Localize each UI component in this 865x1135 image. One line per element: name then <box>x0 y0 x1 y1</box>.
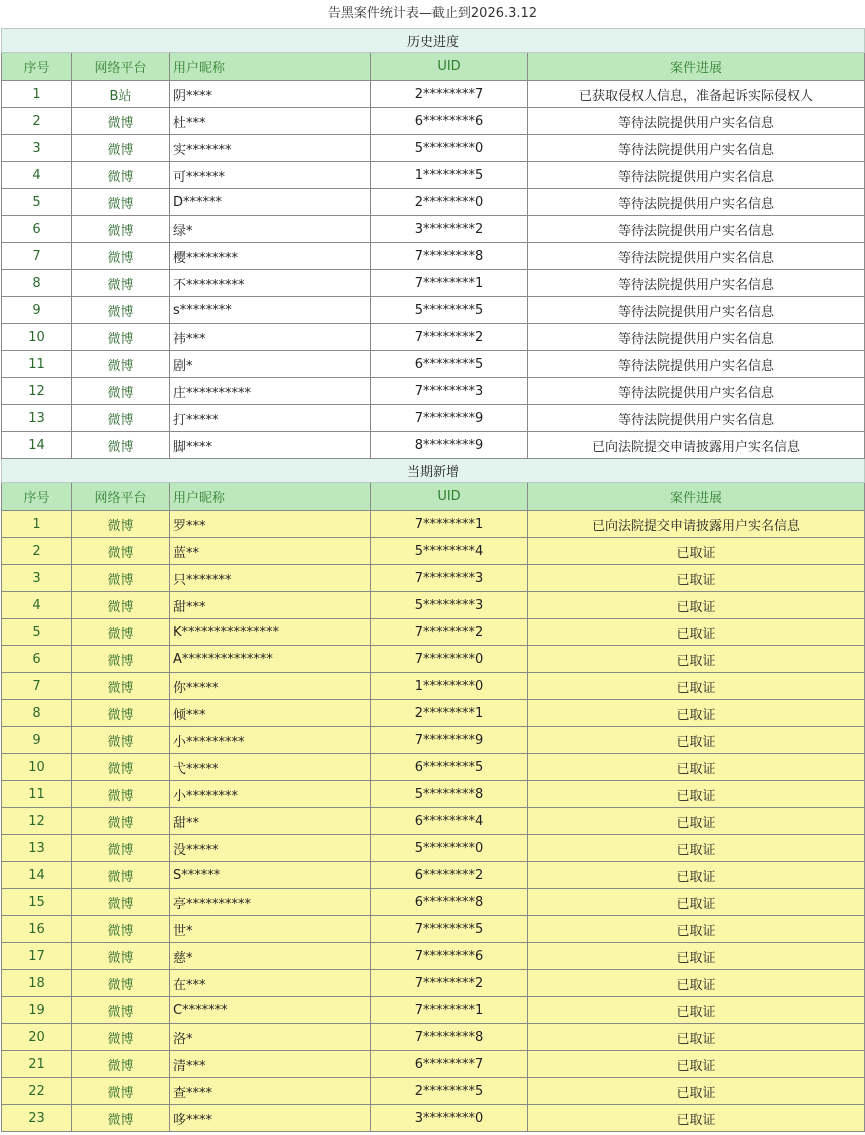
progress-cell[interactable]: 已取证 <box>528 781 865 808</box>
progress-cell[interactable]: 等待法院提供用户实名信息 <box>528 162 865 189</box>
table-row <box>2 970 865 997</box>
nickname-cell[interactable]: 慈* <box>170 943 371 970</box>
progress-cell[interactable]: 已取证 <box>528 727 865 754</box>
uid-cell[interactable]: 7********2 <box>371 970 528 997</box>
uid-cell[interactable]: 6********5 <box>371 754 528 781</box>
table-row <box>2 1051 865 1078</box>
platform-cell[interactable]: 微博 <box>72 835 170 862</box>
section-title-row <box>2 459 865 483</box>
progress-cell[interactable]: 已取证 <box>528 970 865 997</box>
section-title: 历史进度 <box>2 29 865 53</box>
table-row <box>2 216 865 243</box>
index-cell[interactable]: 7 <box>2 243 72 270</box>
index-cell[interactable]: 2 <box>2 538 72 565</box>
table-row <box>2 997 865 1024</box>
table-row <box>2 108 865 135</box>
uid-cell[interactable]: 6********8 <box>371 889 528 916</box>
platform-cell[interactable]: 微博 <box>72 565 170 592</box>
uid-cell[interactable]: 7********8 <box>371 1024 528 1051</box>
index-cell[interactable]: 5 <box>2 189 72 216</box>
platform-cell[interactable]: 微博 <box>72 1105 170 1132</box>
progress-cell[interactable]: 等待法院提供用户实名信息 <box>528 324 865 351</box>
table-row <box>2 511 865 538</box>
header-progress[interactable]: 案件进展 <box>528 53 865 81</box>
progress-cell[interactable]: 已向法院提交申请披露用户实名信息 <box>528 511 865 538</box>
table-row <box>2 646 865 673</box>
table-row <box>2 727 865 754</box>
index-cell[interactable]: 12 <box>2 808 72 835</box>
platform-cell[interactable]: 微博 <box>72 270 170 297</box>
nickname-cell[interactable]: 庄********** <box>170 378 371 405</box>
nickname-cell[interactable]: 查**** <box>170 1078 371 1105</box>
header-index[interactable]: 序号 <box>2 483 72 511</box>
index-cell[interactable]: 21 <box>2 1051 72 1078</box>
platform-cell[interactable]: B站 <box>72 81 170 108</box>
progress-cell[interactable]: 已获取侵权人信息，准备起诉实际侵权人 <box>528 81 865 108</box>
index-cell[interactable]: 8 <box>2 270 72 297</box>
platform-cell[interactable]: 微博 <box>72 216 170 243</box>
progress-cell[interactable]: 已取证 <box>528 997 865 1024</box>
progress-cell[interactable]: 已取证 <box>528 700 865 727</box>
nickname-cell[interactable]: 清*** <box>170 1051 371 1078</box>
uid-cell[interactable]: 2********0 <box>371 189 528 216</box>
table-row <box>2 270 865 297</box>
table-row <box>2 943 865 970</box>
index-cell[interactable]: 14 <box>2 432 72 459</box>
progress-cell[interactable]: 已取证 <box>528 1051 865 1078</box>
platform-cell[interactable]: 微博 <box>72 511 170 538</box>
platform-cell[interactable]: 微博 <box>72 673 170 700</box>
index-cell[interactable]: 16 <box>2 916 72 943</box>
uid-cell[interactable]: 7********1 <box>371 270 528 297</box>
table-row <box>2 81 865 108</box>
table-row <box>2 135 865 162</box>
nickname-cell[interactable]: 打***** <box>170 405 371 432</box>
index-cell[interactable]: 17 <box>2 943 72 970</box>
progress-cell[interactable]: 等待法院提供用户实名信息 <box>528 270 865 297</box>
header-platform[interactable]: 网络平台 <box>72 53 170 81</box>
platform-cell[interactable]: 微博 <box>72 405 170 432</box>
index-cell[interactable]: 7 <box>2 673 72 700</box>
uid-cell[interactable]: 1********5 <box>371 162 528 189</box>
nickname-cell[interactable]: 小********* <box>170 727 371 754</box>
uid-cell[interactable]: 6********2 <box>371 862 528 889</box>
uid-cell[interactable]: 6********5 <box>371 351 528 378</box>
uid-cell[interactable]: 2********7 <box>371 81 528 108</box>
nickname-cell[interactable]: 甜** <box>170 808 371 835</box>
table-row <box>2 324 865 351</box>
platform-cell[interactable]: 微博 <box>72 1078 170 1105</box>
table-row <box>2 432 865 459</box>
index-cell[interactable]: 2 <box>2 108 72 135</box>
uid-cell[interactable]: 7********6 <box>371 943 528 970</box>
table-row <box>2 808 865 835</box>
index-cell[interactable]: 10 <box>2 754 72 781</box>
platform-cell[interactable]: 微博 <box>72 889 170 916</box>
header-uid[interactable]: UID <box>371 483 528 511</box>
nickname-cell[interactable]: 倾*** <box>170 700 371 727</box>
progress-cell[interactable]: 等待法院提供用户实名信息 <box>528 378 865 405</box>
nickname-cell[interactable]: s******** <box>170 297 371 324</box>
index-cell[interactable]: 8 <box>2 700 72 727</box>
index-cell[interactable]: 11 <box>2 351 72 378</box>
uid-cell[interactable]: 7********0 <box>371 646 528 673</box>
progress-cell[interactable]: 已取证 <box>528 754 865 781</box>
table-row <box>2 862 865 889</box>
progress-cell[interactable]: 等待法院提供用户实名信息 <box>528 405 865 432</box>
progress-cell[interactable]: 已取证 <box>528 835 865 862</box>
table-row <box>2 592 865 619</box>
column-header-row <box>2 483 865 511</box>
platform-cell[interactable]: 微博 <box>72 1024 170 1051</box>
progress-cell[interactable]: 已取证 <box>528 862 865 889</box>
nickname-cell[interactable]: 只******* <box>170 565 371 592</box>
index-cell[interactable]: 22 <box>2 1078 72 1105</box>
index-cell[interactable]: 14 <box>2 862 72 889</box>
nickname-cell[interactable]: 你***** <box>170 673 371 700</box>
uid-cell[interactable]: 5********4 <box>371 538 528 565</box>
nickname-cell[interactable]: 世* <box>170 916 371 943</box>
progress-cell[interactable]: 已取证 <box>528 619 865 646</box>
nickname-cell[interactable]: C******* <box>170 997 371 1024</box>
nickname-cell[interactable]: 不********* <box>170 270 371 297</box>
platform-cell[interactable]: 微博 <box>72 189 170 216</box>
table-row <box>2 162 865 189</box>
index-cell[interactable]: 9 <box>2 727 72 754</box>
uid-cell[interactable]: 2********5 <box>371 1078 528 1105</box>
platform-cell[interactable]: 微博 <box>72 943 170 970</box>
nickname-cell[interactable]: 可****** <box>170 162 371 189</box>
section-title-row <box>2 29 865 53</box>
platform-cell[interactable]: 微博 <box>72 970 170 997</box>
index-cell[interactable]: 6 <box>2 646 72 673</box>
platform-cell[interactable]: 微博 <box>72 754 170 781</box>
uid-cell[interactable]: 7********2 <box>371 619 528 646</box>
platform-cell[interactable]: 微博 <box>72 1051 170 1078</box>
table-row <box>2 835 865 862</box>
table-row <box>2 700 865 727</box>
header-progress[interactable]: 案件进展 <box>528 483 865 511</box>
platform-cell[interactable]: 微博 <box>72 432 170 459</box>
uid-cell[interactable]: 6********6 <box>371 108 528 135</box>
nickname-cell[interactable]: 蓝** <box>170 538 371 565</box>
index-cell[interactable]: 4 <box>2 592 72 619</box>
nickname-cell[interactable]: 洛* <box>170 1024 371 1051</box>
uid-cell[interactable]: 5********3 <box>371 592 528 619</box>
index-cell[interactable]: 23 <box>2 1105 72 1132</box>
nickname-cell[interactable]: 剧* <box>170 351 371 378</box>
index-cell[interactable]: 20 <box>2 1024 72 1051</box>
uid-cell[interactable]: 7********5 <box>371 916 528 943</box>
progress-cell[interactable]: 已取证 <box>528 943 865 970</box>
platform-cell[interactable]: 微博 <box>72 700 170 727</box>
table-row <box>2 565 865 592</box>
header-nickname[interactable]: 用户昵称 <box>170 53 371 81</box>
index-cell[interactable]: 6 <box>2 216 72 243</box>
platform-cell[interactable]: 微博 <box>72 619 170 646</box>
table-row <box>2 781 865 808</box>
table-row <box>2 538 865 565</box>
table-row <box>2 378 865 405</box>
nickname-cell[interactable]: 小******** <box>170 781 371 808</box>
table-row <box>2 405 865 432</box>
nickname-cell[interactable]: 绿* <box>170 216 371 243</box>
progress-cell[interactable]: 已取证 <box>528 889 865 916</box>
progress-cell[interactable]: 已取证 <box>528 592 865 619</box>
uid-cell[interactable]: 7********3 <box>371 378 528 405</box>
index-cell[interactable]: 4 <box>2 162 72 189</box>
platform-cell[interactable]: 微博 <box>72 162 170 189</box>
nickname-cell[interactable]: 罗*** <box>170 511 371 538</box>
uid-cell[interactable]: 7********9 <box>371 727 528 754</box>
index-cell[interactable]: 19 <box>2 997 72 1024</box>
header-uid[interactable]: UID <box>371 53 528 81</box>
column-header-row <box>2 53 865 81</box>
nickname-cell[interactable]: 没***** <box>170 835 371 862</box>
progress-cell[interactable]: 已取证 <box>528 565 865 592</box>
progress-cell[interactable]: 等待法院提供用户实名信息 <box>528 108 865 135</box>
index-cell[interactable]: 18 <box>2 970 72 997</box>
platform-cell[interactable]: 微博 <box>72 862 170 889</box>
uid-cell[interactable]: 3********2 <box>371 216 528 243</box>
platform-cell[interactable]: 微博 <box>72 108 170 135</box>
index-cell[interactable]: 1 <box>2 511 72 538</box>
header-nickname[interactable]: 用户昵称 <box>170 483 371 511</box>
index-cell[interactable]: 1 <box>2 81 72 108</box>
index-cell[interactable]: 13 <box>2 835 72 862</box>
platform-cell[interactable]: 微博 <box>72 135 170 162</box>
table-row <box>2 619 865 646</box>
uid-cell[interactable]: 5********0 <box>371 835 528 862</box>
progress-cell[interactable]: 等待法院提供用户实名信息 <box>528 351 865 378</box>
uid-cell[interactable]: 7********2 <box>371 324 528 351</box>
platform-cell[interactable]: 微博 <box>72 727 170 754</box>
progress-cell[interactable]: 已向法院提交申请披露用户实名信息 <box>528 432 865 459</box>
index-cell[interactable]: 5 <box>2 619 72 646</box>
uid-cell[interactable]: 2********1 <box>371 700 528 727</box>
progress-cell[interactable]: 已取证 <box>528 1024 865 1051</box>
platform-cell[interactable]: 微博 <box>72 646 170 673</box>
progress-cell[interactable]: 等待法院提供用户实名信息 <box>528 135 865 162</box>
platform-cell[interactable]: 微博 <box>72 351 170 378</box>
index-cell[interactable]: 15 <box>2 889 72 916</box>
progress-cell[interactable]: 已取证 <box>528 1105 865 1132</box>
nickname-cell[interactable]: 甜*** <box>170 592 371 619</box>
header-platform[interactable]: 网络平台 <box>72 483 170 511</box>
table-row <box>2 243 865 270</box>
progress-cell[interactable]: 已取证 <box>528 1078 865 1105</box>
nickname-cell[interactable]: A************** <box>170 646 371 673</box>
progress-cell[interactable]: 已取证 <box>528 646 865 673</box>
nickname-cell[interactable]: 实******* <box>170 135 371 162</box>
uid-cell[interactable]: 6********4 <box>371 808 528 835</box>
platform-cell[interactable]: 微博 <box>72 297 170 324</box>
uid-cell[interactable]: 8********9 <box>371 432 528 459</box>
index-cell[interactable]: 13 <box>2 405 72 432</box>
platform-cell[interactable]: 微博 <box>72 592 170 619</box>
table-row <box>2 351 865 378</box>
platform-cell[interactable]: 微博 <box>72 538 170 565</box>
table-row <box>2 889 865 916</box>
table-row <box>2 673 865 700</box>
table-row <box>2 189 865 216</box>
nickname-cell[interactable]: K*************** <box>170 619 371 646</box>
nickname-cell[interactable]: 脚**** <box>170 432 371 459</box>
uid-cell[interactable]: 5********0 <box>371 135 528 162</box>
platform-cell[interactable]: 微博 <box>72 997 170 1024</box>
platform-cell[interactable]: 微博 <box>72 378 170 405</box>
section-title: 当期新增 <box>2 459 865 483</box>
uid-cell[interactable]: 3********0 <box>371 1105 528 1132</box>
progress-cell[interactable]: 已取证 <box>528 538 865 565</box>
index-cell[interactable]: 3 <box>2 565 72 592</box>
nickname-cell[interactable]: 樱******** <box>170 243 371 270</box>
nickname-cell[interactable]: 哆**** <box>170 1105 371 1132</box>
progress-cell[interactable]: 等待法院提供用户实名信息 <box>528 189 865 216</box>
progress-cell[interactable]: 等待法院提供用户实名信息 <box>528 297 865 324</box>
index-cell[interactable]: 12 <box>2 378 72 405</box>
nickname-cell[interactable]: 在*** <box>170 970 371 997</box>
platform-cell[interactable]: 微博 <box>72 243 170 270</box>
uid-cell[interactable]: 7********1 <box>371 511 528 538</box>
index-cell[interactable]: 10 <box>2 324 72 351</box>
index-cell[interactable]: 3 <box>2 135 72 162</box>
index-cell[interactable]: 9 <box>2 297 72 324</box>
table-row <box>2 754 865 781</box>
nickname-cell[interactable]: 弋***** <box>170 754 371 781</box>
platform-cell[interactable]: 微博 <box>72 808 170 835</box>
uid-cell[interactable]: 5********8 <box>371 781 528 808</box>
uid-cell[interactable]: 1********0 <box>371 673 528 700</box>
table-row <box>2 1078 865 1105</box>
progress-cell[interactable]: 已取证 <box>528 673 865 700</box>
progress-cell[interactable]: 等待法院提供用户实名信息 <box>528 216 865 243</box>
platform-cell[interactable]: 微博 <box>72 324 170 351</box>
header-index[interactable]: 序号 <box>2 53 72 81</box>
case-table <box>1 28 865 1132</box>
uid-cell[interactable]: 5********5 <box>371 297 528 324</box>
progress-cell[interactable]: 已取证 <box>528 916 865 943</box>
uid-cell[interactable]: 7********8 <box>371 243 528 270</box>
uid-cell[interactable]: 7********3 <box>371 565 528 592</box>
nickname-cell[interactable]: 阴**** <box>170 81 371 108</box>
uid-cell[interactable]: 7********9 <box>371 405 528 432</box>
nickname-cell[interactable]: S****** <box>170 862 371 889</box>
nickname-cell[interactable]: 亭********** <box>170 889 371 916</box>
table-row <box>2 1024 865 1051</box>
sheet-title: 告黑案件统计表—截止到2026.3.12 <box>0 0 865 28</box>
index-cell[interactable]: 11 <box>2 781 72 808</box>
nickname-cell[interactable]: 杜*** <box>170 108 371 135</box>
nickname-cell[interactable]: D****** <box>170 189 371 216</box>
table-row <box>2 1105 865 1132</box>
uid-cell[interactable]: 7********1 <box>371 997 528 1024</box>
platform-cell[interactable]: 微博 <box>72 916 170 943</box>
nickname-cell[interactable]: 祎*** <box>170 324 371 351</box>
uid-cell[interactable]: 6********7 <box>371 1051 528 1078</box>
platform-cell[interactable]: 微博 <box>72 781 170 808</box>
progress-cell[interactable]: 等待法院提供用户实名信息 <box>528 243 865 270</box>
table-row <box>2 916 865 943</box>
table-row <box>2 297 865 324</box>
progress-cell[interactable]: 已取证 <box>528 808 865 835</box>
